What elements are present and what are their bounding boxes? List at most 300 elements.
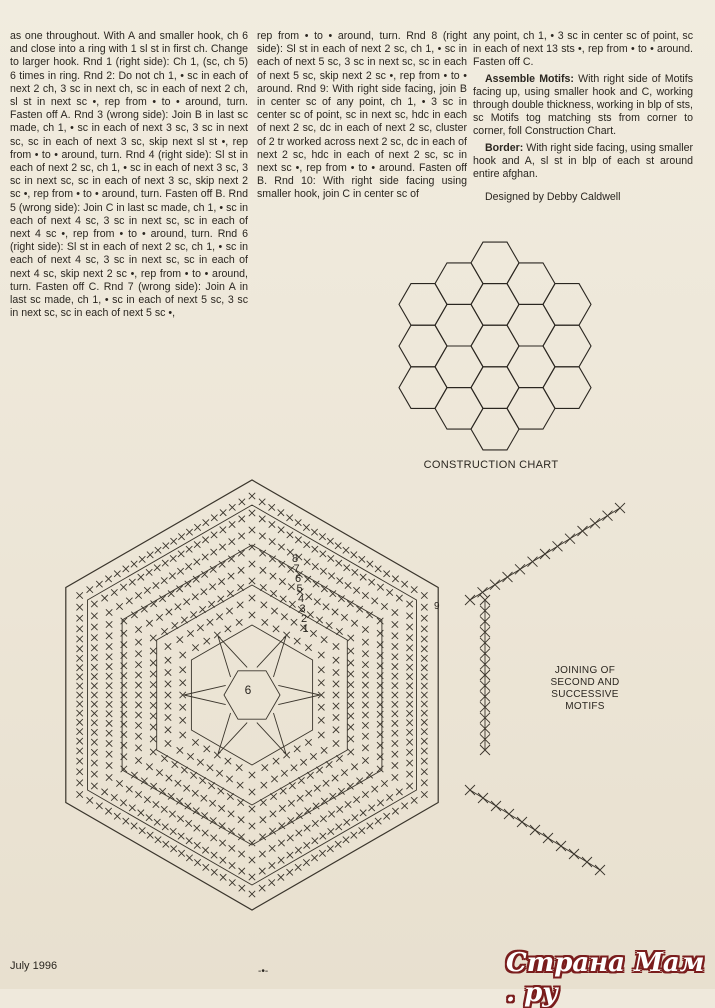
stitch-mark	[595, 865, 605, 875]
stitch-mark	[249, 595, 255, 601]
stitch-mark	[312, 838, 318, 844]
stitch-mark	[156, 614, 162, 620]
stitch-mark	[260, 567, 266, 573]
stitch-mark	[273, 758, 279, 764]
stitch-mark	[135, 661, 141, 667]
stitch-mark	[392, 609, 398, 615]
stitch-mark	[478, 587, 488, 597]
stitch-mark	[320, 816, 326, 822]
stitch-mark	[300, 759, 306, 765]
stitch-mark	[421, 748, 427, 754]
stitch-mark	[421, 758, 427, 764]
stitch-mark	[111, 589, 117, 595]
stitch-mark	[131, 823, 137, 829]
stitch-mark	[321, 747, 327, 753]
stitch-mark	[126, 598, 132, 604]
stitch-mark	[421, 665, 427, 671]
diagram-round-number: 4	[298, 593, 305, 605]
stitch-mark	[351, 552, 357, 558]
stitch-mark	[421, 719, 427, 725]
stitch-mark	[227, 590, 233, 596]
designer-credit: Designed by Debby Caldwell	[485, 191, 621, 204]
stitch-mark	[362, 722, 368, 728]
stitch-mark	[288, 584, 294, 590]
stitch-mark	[360, 574, 366, 580]
stitch-mark	[323, 780, 329, 786]
stitch-mark	[146, 620, 152, 626]
stitch-mark	[278, 874, 284, 880]
stitch-mark	[377, 800, 383, 806]
stitch-mark	[209, 800, 215, 806]
stitch-mark	[91, 783, 97, 789]
stitch-mark	[327, 846, 333, 852]
stitch-mark	[406, 710, 412, 716]
stitch-mark	[406, 701, 412, 707]
stitch-mark	[348, 671, 354, 677]
stitch-mark	[310, 630, 316, 636]
stitch-mark	[207, 619, 213, 625]
stitch-mark	[155, 547, 161, 553]
stitch-mark	[229, 521, 235, 527]
stitch-mark	[249, 891, 255, 897]
stitch-mark	[348, 736, 354, 742]
stitch-mark	[106, 751, 112, 757]
stitch-mark	[91, 701, 97, 707]
stitch-mark	[146, 814, 152, 820]
stitch-mark	[91, 664, 97, 670]
stitch-mark	[135, 722, 141, 728]
stitch-mark	[381, 603, 387, 609]
stitch-mark	[411, 586, 417, 592]
stitch-mark	[121, 711, 127, 717]
stitch-mark	[569, 849, 579, 859]
stitch-mark	[298, 777, 304, 783]
stitch-mark	[260, 799, 266, 805]
construction-hexagon	[471, 367, 519, 409]
stitch-mark	[281, 770, 287, 776]
stitch-mark	[321, 636, 327, 642]
stitch-mark	[186, 546, 192, 552]
stitch-mark	[377, 663, 383, 669]
stitch-mark	[91, 739, 97, 745]
stitch-mark	[353, 796, 359, 802]
construction-hexagon	[507, 263, 555, 305]
stitch-mark	[135, 626, 141, 632]
construction-hexagon	[507, 388, 555, 430]
stitch-mark	[383, 813, 389, 819]
stitch-mark	[165, 657, 171, 663]
stitch-mark	[116, 603, 122, 609]
stitch-mark	[96, 803, 102, 809]
stitch-mark	[91, 634, 97, 640]
stitch-mark	[220, 874, 226, 880]
stitch-mark	[139, 556, 145, 562]
construction-hexagon	[471, 284, 519, 326]
stitch-mark	[177, 568, 183, 574]
stitch-mark	[106, 730, 112, 736]
stitch-mark	[333, 669, 339, 675]
stitch-mark	[318, 652, 324, 658]
stitch-mark	[294, 746, 300, 752]
stitch-mark	[135, 757, 141, 763]
stitch-mark	[362, 712, 368, 718]
stitch-mark	[216, 770, 222, 776]
stitch-mark	[91, 771, 97, 777]
stitch-mark	[348, 681, 354, 687]
stitch-mark	[312, 563, 318, 569]
stitch-mark	[229, 538, 235, 544]
stitch-mark	[344, 819, 350, 825]
stitch-mark	[503, 572, 513, 582]
stitch-mark	[401, 581, 407, 587]
stitch-mark	[135, 791, 141, 797]
stitch-mark	[344, 565, 350, 571]
stitch-mark	[259, 851, 265, 857]
stitch-mark	[105, 808, 111, 814]
stitch-mark	[332, 775, 338, 781]
stitch-mark	[295, 519, 301, 525]
stitch-mark	[337, 577, 343, 583]
stitch-mark	[249, 806, 255, 812]
stitch-mark	[121, 701, 127, 707]
stitch-mark	[236, 619, 242, 625]
stitch-mark	[333, 727, 339, 733]
stitch-mark	[220, 527, 226, 533]
stitch-mark	[192, 790, 198, 796]
stitch-mark	[336, 560, 342, 566]
stitch-mark	[190, 611, 196, 617]
stitch-mark	[211, 549, 217, 555]
diagram-round-number: 1	[302, 623, 309, 635]
stitch-mark	[271, 776, 277, 782]
stitch-mark	[259, 499, 265, 505]
stitch-mark	[162, 824, 168, 830]
stitch-mark	[406, 664, 412, 670]
construction-hexagon	[543, 284, 591, 326]
stitch-mark	[194, 541, 200, 547]
stitch-mark	[76, 636, 82, 642]
stitch-mark	[377, 711, 383, 717]
stitch-mark	[106, 762, 112, 768]
stitch-mark	[180, 680, 186, 686]
stitch-mark	[314, 599, 320, 605]
construction-hexagon	[399, 284, 447, 326]
stitch-mark	[367, 823, 373, 829]
stitch-mark	[362, 651, 368, 657]
diagram-round-number: 3	[299, 603, 306, 615]
stitch-mark	[345, 801, 351, 807]
stitch-mark	[170, 538, 176, 544]
stitch-mark	[150, 681, 156, 687]
stitch-mark	[180, 652, 186, 658]
stitch-mark	[406, 601, 412, 607]
stitch-mark	[326, 622, 332, 628]
stitch-mark	[406, 673, 412, 679]
stitch-mark	[91, 710, 97, 716]
stitch-mark	[91, 645, 97, 651]
stitch-mark	[178, 533, 184, 539]
assemble-text: With right side of Motifs facing up, using smaller hook and C, working through double thickness, working in blp of sts, sc Motifs tog matching sts from corner to corner, foll Construction Chart.	[473, 72, 693, 138]
stitch-mark	[348, 749, 354, 755]
stitch-mark	[333, 681, 339, 687]
stitch-mark	[304, 825, 310, 831]
stitch-mark	[123, 566, 129, 572]
stitch-mark	[178, 833, 184, 839]
stitch-mark	[288, 800, 294, 806]
stitch-mark	[565, 534, 575, 544]
stitch-mark	[528, 557, 538, 567]
stitch-mark	[106, 621, 112, 627]
stitch-mark	[121, 731, 127, 737]
stitch-mark	[279, 578, 285, 584]
stitch-mark	[270, 590, 276, 596]
stitch-mark	[421, 626, 427, 632]
stitch-mark	[406, 624, 412, 630]
stitch-mark	[249, 772, 255, 778]
stitch-mark	[165, 681, 171, 687]
stitch-mark	[87, 586, 93, 592]
stitch-mark	[220, 509, 226, 515]
stitch-mark	[138, 810, 144, 816]
stitch-mark	[229, 879, 235, 885]
stitch-mark	[114, 571, 120, 577]
stitch-mark	[381, 780, 387, 786]
stitch-mark	[249, 612, 255, 618]
stitch-mark	[76, 626, 82, 632]
stitch-mark	[318, 704, 324, 710]
stitch-mark	[406, 729, 412, 735]
stitch-mark	[396, 789, 402, 795]
stitch-mark	[392, 654, 398, 660]
stitch-mark	[211, 852, 217, 858]
stitch-mark	[377, 630, 383, 636]
stitch-mark	[154, 819, 160, 825]
stitch-mark	[135, 639, 141, 645]
stitch-mark	[307, 772, 313, 778]
stitch-mark	[406, 634, 412, 640]
stitch-mark	[362, 733, 368, 739]
construction-hexagon	[435, 263, 483, 305]
stitch-mark	[392, 730, 398, 736]
stitch-mark	[578, 526, 588, 536]
stitch-mark	[121, 652, 127, 658]
stitch-mark	[76, 655, 82, 661]
construction-hexagon	[399, 367, 447, 409]
stitch-mark	[305, 739, 311, 745]
instructions-paragraph: any point, ch 1, • 3 sc in center sc of point, sc in each of next 13 sts •, rep from • to • around. Fasten off C.	[473, 30, 693, 69]
stitch-mark	[146, 764, 152, 770]
stitch-mark	[106, 609, 112, 615]
stitch-mark	[161, 806, 167, 812]
stitch-mark	[421, 592, 427, 598]
stitch-mark	[76, 791, 82, 797]
stitch-mark	[194, 524, 200, 530]
stitch-mark	[465, 595, 475, 605]
stitch-mark	[406, 749, 412, 755]
instructions-column-3	[473, 30, 693, 207]
diagram-round-number: 6	[295, 573, 302, 585]
stitch-mark	[368, 805, 374, 811]
stitch-mark	[131, 561, 137, 567]
stitch-mark	[76, 748, 82, 754]
stitch-mark	[194, 559, 200, 565]
stitch-mark	[163, 841, 169, 847]
stitch-mark	[238, 567, 244, 573]
stitch-mark	[194, 859, 200, 865]
stitch-mark	[406, 739, 412, 745]
stitch-mark	[362, 661, 368, 667]
stitch-mark	[123, 818, 129, 824]
stitch-mark	[326, 761, 332, 767]
stitch-mark	[556, 841, 566, 851]
stitch-mark	[150, 749, 156, 755]
stitch-mark	[352, 814, 358, 820]
stitch-mark	[421, 791, 427, 797]
stitch-mark	[328, 828, 334, 834]
stitch-mark	[135, 672, 141, 678]
stitch-mark	[312, 546, 318, 552]
stitch-mark	[421, 655, 427, 661]
issue-date: July 1996	[10, 960, 58, 972]
stitch-mark	[106, 673, 112, 679]
stitch-mark	[392, 762, 398, 768]
construction-hexagon	[543, 367, 591, 409]
instructions-column-2	[257, 30, 467, 205]
stitch-mark	[392, 663, 398, 669]
stitch-mark	[226, 608, 232, 614]
diagram-round-number: 2	[301, 613, 308, 625]
stitch-mark	[262, 619, 268, 625]
stitch-mark	[91, 601, 97, 607]
stitch-mark	[76, 710, 82, 716]
stitch-mark	[150, 702, 156, 708]
stitch-mark	[106, 663, 112, 669]
stitch-mark	[286, 869, 292, 875]
stitch-mark	[229, 845, 235, 851]
diagram-round-9	[88, 505, 417, 885]
stitch-mark	[270, 793, 276, 799]
stitch-mark	[328, 811, 334, 817]
stitch-mark	[202, 537, 208, 543]
stitch-mark	[126, 786, 132, 792]
stitch-mark	[392, 740, 398, 746]
stitch-mark	[421, 646, 427, 652]
stitch-mark	[504, 809, 514, 819]
stitch-mark	[249, 578, 255, 584]
stitch-mark	[270, 811, 276, 817]
stitch-mark	[178, 551, 184, 557]
stitch-mark	[121, 754, 127, 760]
stitch-mark	[106, 774, 112, 780]
stitch-mark	[192, 739, 198, 745]
stitch-mark	[362, 626, 368, 632]
stitch-mark	[362, 692, 368, 698]
stitch-mark	[377, 672, 383, 678]
stitch-mark	[201, 589, 207, 595]
stitch-mark	[490, 580, 500, 590]
stitch-mark	[165, 703, 171, 709]
stitch-mark	[279, 805, 285, 811]
stitch-mark	[421, 692, 427, 698]
stitch-mark	[289, 782, 295, 788]
stitch-mark	[229, 862, 235, 868]
stitch-mark	[180, 717, 186, 723]
stitch-mark	[194, 842, 200, 848]
stitch-mark	[362, 791, 368, 797]
stitch-mark	[163, 543, 169, 549]
stitch-mark	[259, 868, 265, 874]
stitch-mark	[311, 855, 317, 861]
border-section	[473, 142, 693, 182]
stitch-mark	[372, 598, 378, 604]
stitch-mark	[239, 885, 245, 891]
stitch-mark	[287, 852, 293, 858]
stitch-mark	[166, 609, 172, 615]
stitch-mark	[261, 782, 267, 788]
stitch-mark	[421, 780, 427, 786]
construction-hexagon	[435, 388, 483, 430]
stitch-mark	[278, 527, 284, 533]
stitch-mark	[211, 515, 217, 521]
stitch-mark	[362, 757, 368, 763]
stitch-mark	[172, 761, 178, 767]
stitch-mark	[319, 850, 325, 856]
stitch-mark	[236, 764, 242, 770]
stitch-mark	[406, 692, 412, 698]
stitch-mark	[306, 594, 312, 600]
stitch-mark	[318, 667, 324, 673]
stitch-mark	[515, 564, 525, 574]
stitch-mark	[603, 511, 613, 521]
stitch-mark	[396, 595, 402, 601]
stitch-mark	[278, 509, 284, 515]
stitch-mark	[406, 613, 412, 619]
stitch-mark	[105, 576, 111, 582]
stitch-mark	[312, 820, 318, 826]
stitch-mark	[530, 825, 540, 835]
stitch-mark	[165, 727, 171, 733]
diagram-round-3	[191, 625, 312, 765]
stitch-mark	[320, 551, 326, 557]
diagram-round-number: 7	[293, 563, 300, 575]
stitch-mark	[170, 828, 176, 834]
stitch-mark	[76, 615, 82, 621]
stitch-mark	[121, 672, 127, 678]
stitch-mark	[386, 794, 392, 800]
stitch-mark	[278, 857, 284, 863]
stitch-mark	[76, 719, 82, 725]
stitch-mark	[91, 673, 97, 679]
stitch-mark	[333, 714, 339, 720]
stitch-mark	[106, 682, 112, 688]
stitch-mark	[259, 885, 265, 891]
stitch-mark	[106, 701, 112, 707]
stitch-mark	[392, 751, 398, 757]
stitch-mark	[129, 805, 135, 811]
stitch-mark	[269, 504, 275, 510]
stitch-mark	[225, 758, 231, 764]
stitch-mark	[249, 493, 255, 499]
stitch-mark	[211, 835, 217, 841]
stitch-mark	[150, 736, 156, 742]
stitch-mark	[421, 710, 427, 716]
stitch-mark	[392, 576, 398, 582]
stitch-mark	[208, 601, 214, 607]
stitch-mark	[76, 592, 82, 598]
stitch-mark	[280, 788, 286, 794]
stitch-mark	[590, 518, 600, 528]
assemble-heading: Assemble Motifs:	[485, 72, 574, 85]
